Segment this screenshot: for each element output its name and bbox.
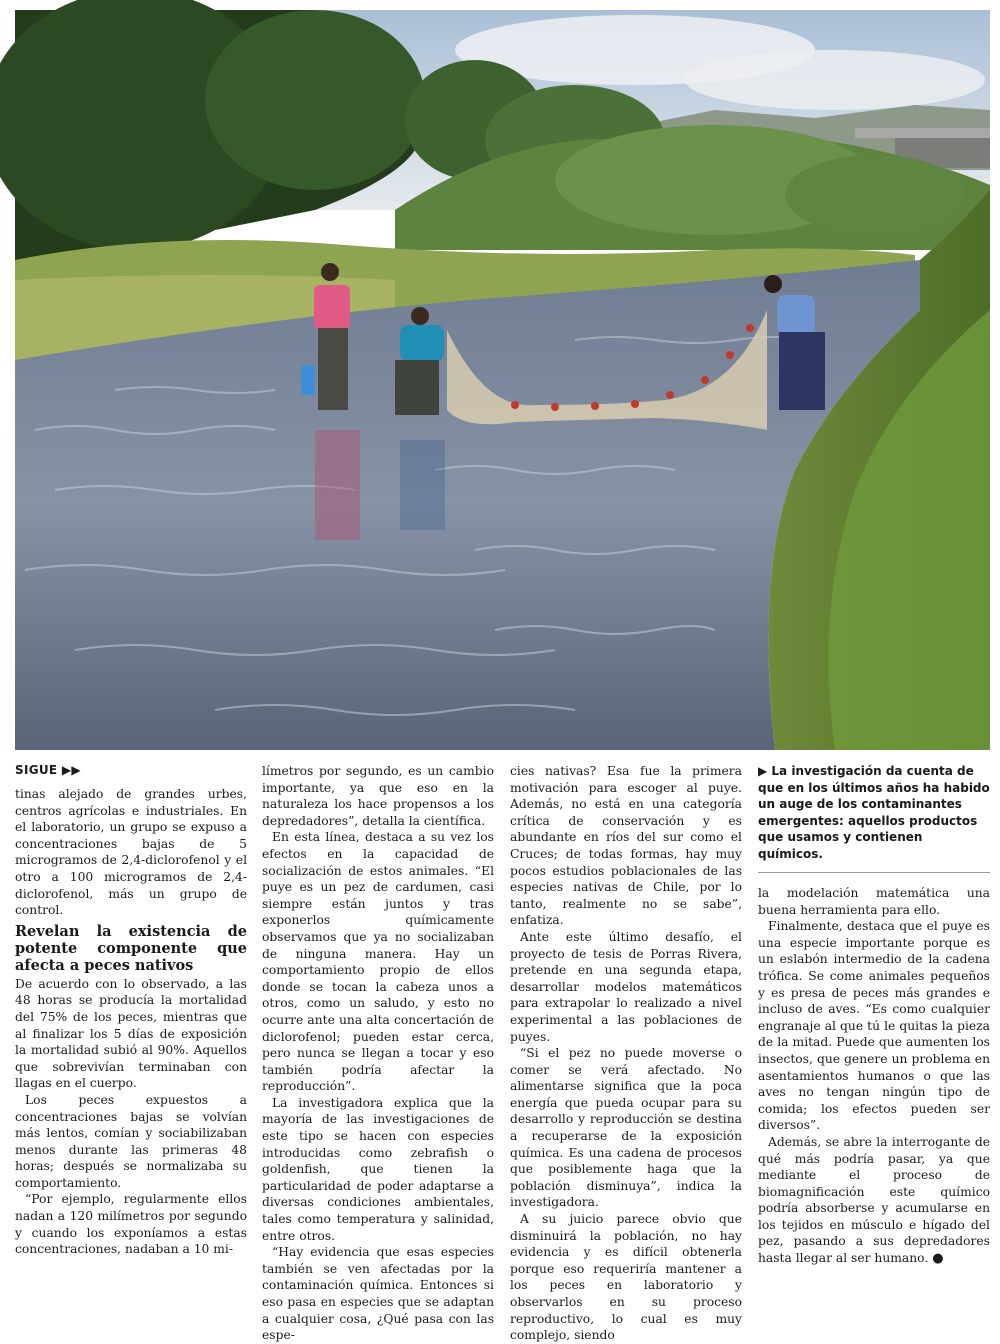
article-column-1 <box>15 763 247 1257</box>
paragraph: Finalmente, destaca que el puye es una especie importante porque es un eslabón intermedio de la cadena trófica. Se come animales pequeños y es presa de peces más grandes e incluso de aves. “Es como cualquier engranaje al que tú le quitas la pieza de la mitad. Puede que aumenten los insectos, que genere un problema en asentamientos humanos o que las aves no tengan ningún tipo de comida; los efectos pueden ser diversos”. <box>758 919 990 1133</box>
bridge <box>855 128 990 138</box>
paragraph: En esta línea, destaca a su vez los efectos en la capacidad de socialización de estos animales. “El puye es un pez de cardumen, casi siempre están juntos y tras exponerlos químicamente observamos que ya no socializaban de ninguna manera. Hay un comportamiento propio de ellos donde se tocan la cabeza unos a otros, como un saludo, y esto no ocurre ante una alta concertación de diclorofenol; pueden estar cerca, pero nunca se llegan a tocar y eso también podría afectar la reproducción”. <box>262 830 494 1094</box>
paragraph: “Hay evidencia que esas especies también se ven afectadas por la contaminación química. Entonces si eso pasa en especies que se adaptan a cualquier cosa, ¿Qué pasa con las espe- <box>262 1245 494 1343</box>
paragraph: De acuerdo con lo observado, a las 48 horas se producía la mortalidad del 75% de los peces, mientras que al finalizar los 5 días de exposición la mortalidad subió al 90%. Aquellos que sobrevivían terminaban con llagas en el cuerpo. <box>15 976 247 1091</box>
continued-label: SIGUE ▶▶ <box>15 763 81 777</box>
section-heading: Revelan la existencia de potente componente que afecta a peces nativos <box>15 922 247 974</box>
paragraph: “Si el pez no puede moverse o comer se verá afectado. No alimentarse significa que la poca energía que pueda ocupar para su desarrollo y reproducción se destina a recuperarse de la exposición química. Es una cadena de procesos que posiblemente haga que la población disminuya”, indica la investigadora. <box>510 1046 742 1210</box>
paragraph: Ante este último desafío, el proyecto de tesis de Porras Rivera, pretende en una segunda etapa, desarrollar modelos matemáticos para extrapolar lo realizado a nivel experimental a las poblaciones de puyes. <box>510 929 742 1044</box>
paragraph: Los peces expuestos a concentraciones bajas se volvían más lentos, comían y sociabilizaban menos durante las primeras 48 horas; después se normalizaba su comportamiento. <box>15 1092 247 1190</box>
paragraph: límetros por segundo, es un cambio importante, ya que eso en la naturaleza los hace propensos a los depredadores”, detalla la científica. <box>262 764 494 828</box>
article-photo <box>15 10 990 750</box>
paragraph: La investigadora explica que la mayoría de las investigaciones de este tipo se hacen con especies introducidas como zebrafish o goldenfish, que tienen la particularidad de poder adaptarse a diversas condiciones ambientales, tales como temperatura y salinidad, entre otros. <box>262 1095 494 1243</box>
paragraph: “Por ejemplo, regularmente ellos nadan a 120 milímetros por segundo y cuando los exponíamos a estas concentraciones, nadaban a 10 mi- <box>15 1192 247 1257</box>
article-column-4 <box>758 763 990 1267</box>
paragraph: cies nativas? Esa fue la primera motivación para escoger al puye. Además, no está en una categoría crítica de conservación y es abundante en ríos del sur como el Cruces; de todas formas, hay muy pocos estudios poblacionales de las especies nativas de Chile, por lo tanto, realmente no se sabe”, enfatiza. <box>510 764 742 928</box>
article-column-2 <box>262 763 494 1343</box>
paragraph <box>758 1134 990 1268</box>
paragraph: tinas alejado de grandes urbes, centros agrícolas e industriales. En el laboratorio, un grupo se expuso a concentraciones bajas de 5 microgramos de 2,4-diclorofenol y el otro a 100 microgramos de 2,4-diclorofenol, más un grupo de control. <box>15 787 247 918</box>
article-column-3 <box>510 763 742 1343</box>
paragraph: A su juicio parece obvio que disminuirá la población, no hay evidencia y es difícil obtenerla porque eso requeriría mantener a los peces en laboratorio y observarlos en su proceso reproductivo, lo cual es muy complejo, siendo <box>510 1212 742 1343</box>
paragraph-text: Además, se abre la interrogante de qué más podría pasar, ya que mediante el proceso de biomagnificación este químico podría absorberse y acumularse en los tejidos en músculo e hígado del pez, pasando a sus depredadores hasta llegar al ser humano. <box>758 1134 990 1266</box>
river-scene-illustration <box>15 10 990 750</box>
end-mark-icon: ● <box>932 1251 944 1267</box>
paragraph: la modelación matemática una buena herramienta para ello. <box>758 886 990 917</box>
callout-box: ▶ La investigación da cuenta de que en los últimos años ha habido un auge de los contaminantes emergentes: aquellos productos que usamos y contienen químicos. <box>758 763 990 873</box>
